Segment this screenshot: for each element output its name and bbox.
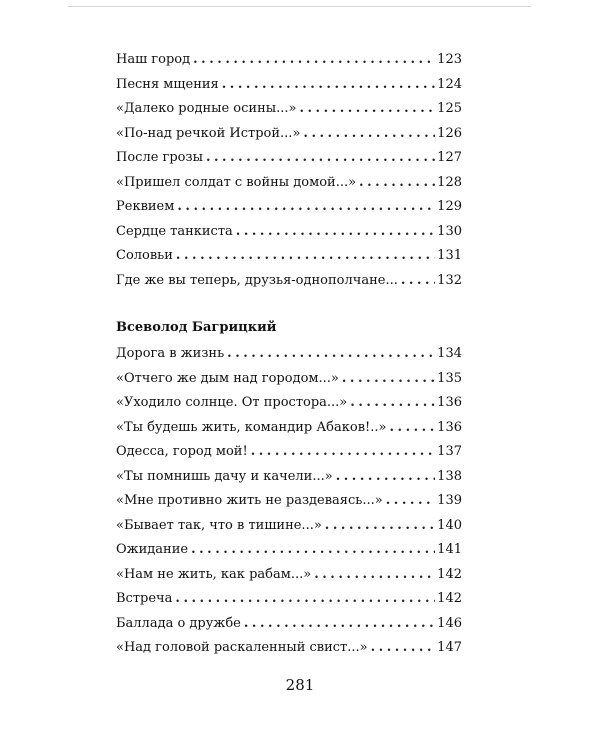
toc-entry-page: 125 xyxy=(437,101,462,116)
toc-entry xyxy=(116,175,462,200)
dot-leader xyxy=(342,371,435,387)
toc-entry-page: 130 xyxy=(437,223,462,239)
toc-entry xyxy=(116,444,462,469)
toc-entry xyxy=(116,273,462,298)
toc-entry-title: «Уходило солнце. От простора...» xyxy=(116,395,348,410)
dot-leader xyxy=(350,395,435,411)
toc-entry-title: Ожидание xyxy=(116,542,189,557)
toc-entry-page: 140 xyxy=(437,517,462,533)
dot-leader xyxy=(176,248,435,264)
toc-entry-title: «Бывает так, что в тишине...» xyxy=(116,517,322,533)
toc-entry-page: 127 xyxy=(437,150,462,165)
toc-entry-title: «По-над речкой Истрой...» xyxy=(116,125,301,141)
toc-entry-title: «Ты помнишь дачу и качели...» xyxy=(116,468,333,484)
dot-leader xyxy=(236,224,435,240)
toc-entry-title: Встреча xyxy=(116,591,173,606)
toc-entry-page: 129 xyxy=(437,199,462,214)
toc-entry-page: 136 xyxy=(437,395,462,410)
toc-entry xyxy=(116,371,462,396)
dot-leader xyxy=(177,199,435,215)
toc-entry xyxy=(116,518,462,543)
toc-entry-page: 142 xyxy=(437,591,462,606)
toc-entry-title: Где же вы теперь, друзья-однополчане... xyxy=(116,272,398,288)
toc-entry xyxy=(116,591,462,616)
toc-entry xyxy=(116,616,462,641)
dot-leader xyxy=(193,52,435,68)
toc-entry-page: 126 xyxy=(437,125,462,141)
dot-leader xyxy=(299,101,435,117)
toc-entry-page: 136 xyxy=(437,419,462,435)
toc-entry xyxy=(116,199,462,224)
toc-entry-page: 146 xyxy=(437,615,462,631)
section-heading: Всеволод Багрицкий xyxy=(116,320,277,335)
page-number: 281 xyxy=(285,676,315,694)
dot-leader xyxy=(336,469,435,485)
toc-entry-title: После грозы xyxy=(116,150,203,165)
toc-entry-page: 147 xyxy=(437,640,462,655)
toc-entry-page: 132 xyxy=(437,272,462,288)
toc-entry-title: «Мне противно жить не раздеваясь...» xyxy=(116,493,383,508)
dot-leader xyxy=(371,640,436,656)
toc-entry xyxy=(116,52,462,77)
toc-entry-title: «Далеко родные осины...» xyxy=(116,101,297,116)
toc-entry-title: «Нам не жить, как рабам...» xyxy=(116,566,312,582)
dot-leader xyxy=(389,420,435,436)
toc-entry-page: 123 xyxy=(437,52,462,67)
toc-entry-title: Дорога в жизнь xyxy=(116,346,225,361)
toc-entry xyxy=(116,542,462,567)
toc-entry-page: 137 xyxy=(437,444,462,459)
toc-entry-page: 131 xyxy=(437,248,462,263)
dot-leader xyxy=(191,542,435,558)
toc-entry xyxy=(116,420,462,445)
toc-entry xyxy=(116,101,462,126)
dot-leader xyxy=(325,518,435,534)
toc-entry-page: 128 xyxy=(437,174,462,190)
toc-entry-page: 134 xyxy=(437,346,462,361)
toc-entry-page: 139 xyxy=(437,493,462,508)
top-rule xyxy=(68,6,531,7)
dot-leader xyxy=(222,77,435,93)
toc-entry-page: 124 xyxy=(437,76,462,92)
toc-entry-title: Сердце танкиста xyxy=(116,223,233,239)
toc-entry-title: Баллада о дружбе xyxy=(116,615,241,631)
toc-entry xyxy=(116,224,462,249)
dot-leader xyxy=(359,175,435,191)
dot-leader xyxy=(206,150,435,166)
toc-entry xyxy=(116,346,462,371)
dot-leader xyxy=(314,567,435,583)
toc-entry xyxy=(116,469,462,494)
toc-entry xyxy=(116,395,462,420)
toc-entry xyxy=(116,126,462,151)
toc-entry-title: «Над головой раскаленный свист...» xyxy=(116,640,368,655)
toc-entry xyxy=(116,493,462,518)
toc-entry-title: Песня мщения xyxy=(116,76,219,92)
dot-leader xyxy=(401,273,435,289)
toc-entry-title: «Ты будешь жить, командир Абаков!..» xyxy=(116,419,387,435)
dot-leader xyxy=(386,493,435,509)
toc-entry xyxy=(116,77,462,102)
toc-entry-page: 141 xyxy=(437,542,462,557)
toc-entry-title: Наш город xyxy=(116,52,191,67)
toc-entry-title: Реквием xyxy=(116,199,175,214)
dot-leader xyxy=(251,444,435,460)
toc-entry xyxy=(116,248,462,273)
toc-entry-page: 135 xyxy=(437,370,462,386)
toc-entry-page: 138 xyxy=(437,468,462,484)
toc-entry-title: Одесса, город мой! xyxy=(116,444,248,459)
toc-entry-title: «Отчего же дым над городом...» xyxy=(116,370,339,386)
toc-entry-title: Соловьи xyxy=(116,248,173,263)
toc-entry xyxy=(116,567,462,592)
toc-entry-page: 142 xyxy=(437,566,462,582)
dot-leader xyxy=(227,346,435,362)
toc-entry xyxy=(116,150,462,175)
dot-leader xyxy=(303,126,435,142)
toc-entry-title: «Пришел солдат с войны домой...» xyxy=(116,174,357,190)
dot-leader xyxy=(244,616,435,632)
dot-leader xyxy=(175,591,435,607)
toc-entry xyxy=(116,640,462,665)
toc-list-part2 xyxy=(116,346,462,665)
toc-list-part1 xyxy=(116,52,462,297)
